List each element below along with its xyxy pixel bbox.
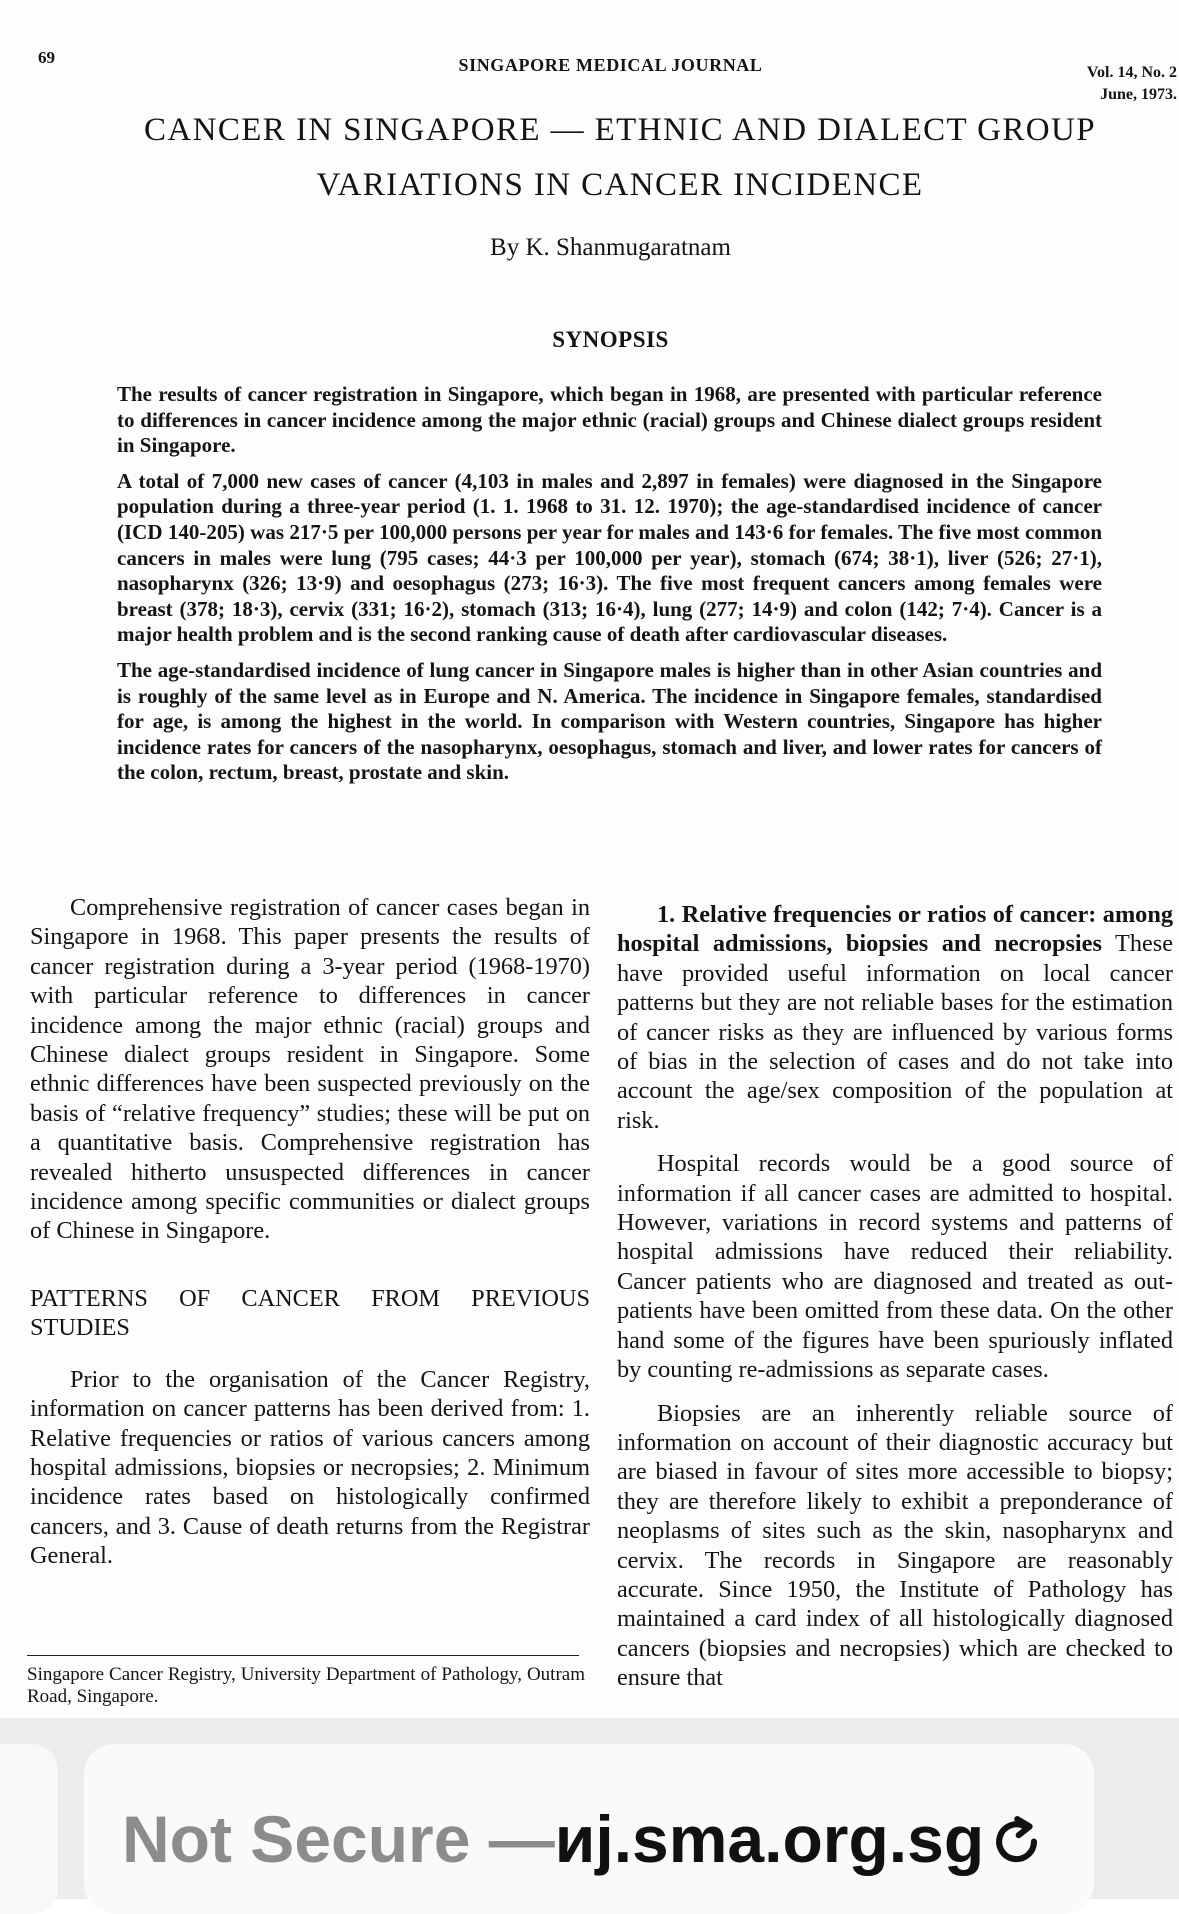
biopsies-paragraph: Biopsies are an inherently reliable source of information on account of their diagnostic accuracy but are biased in favour of sites more accessible to biopsy; they are therefore likely to exhibit a preponderance of neoplasms of sites such as the skin, nasopharynx and cervix. The records in Singapore are reasonably accurate. Since 1950, the Institute of Pathology has maintained a card index of all histologically diagnosed cancers (biopsies and necropsies) which are checked to ensure that: [617, 1399, 1173, 1692]
journal-name: SINGAPORE MEDICAL JOURNAL: [458, 55, 763, 75]
address-text[interactable]: [122, 1802, 985, 1876]
volume-label: Vol. 14, No. 2: [1086, 64, 1177, 81]
hospital-records-paragraph: Hospital records would be a good source of information if all cancer cases are admitted to hospital. However, variations in record systems and patterns of hospital admissions have reduced their reliability. Cancer patients who are diagnosed and treated as out-patients have been omitted from these data. On the other hand some of the figures have been spuriously inflated by counting re-admissions as separate cases.: [617, 1150, 1173, 1384]
synopsis-paragraph: The results of cancer registration in Singapore, which began in 1968, are presented with particular reference to differences in cancer incidence among the major ethnic (racial) groups and Chinese dialect groups resident in Singapore.: [117, 382, 1102, 458]
previous-tab-stub[interactable]: [0, 1744, 58, 1914]
title-line-2: VARIATIONS IN CANCER INCIDENCE: [316, 167, 924, 203]
issue-date: June, 1973.: [1100, 85, 1177, 103]
security-warning: Not Secure —: [122, 1802, 555, 1876]
synopsis-paragraph: The age-standardised incidence of lung cancer in Singapore males is higher than in other Asian countries and is roughly of the same level as in Europe and N. America. The incidence in Singapore females, standardised for age, is among the highest in the world. In comparison with Western countries, Singapore has higher incidence rates for cancers of the nasopharynx, oesophagus, stomach and liver, and lower rates for cancers of the colon, rectum, breast, prostate and skin.: [117, 657, 1102, 785]
reload-icon[interactable]: [989, 1814, 1047, 1872]
relative-frequency-text: These have provided useful information on local cancer patterns but they are not reliable bases for the estimation of cancer risks as they are influenced by various forms of bias in the selection of cases and do not take into account the age/sex composition of the population at risk.: [617, 930, 1173, 1134]
address-bar[interactable]: [84, 1744, 1094, 1914]
relative-frequency-heading: 1. Relative frequencies or ratios of cancer: among hospital admissions, biopsies and necropsies: [617, 901, 1173, 958]
synopsis-paragraph: A total of 7,000 new cases of cancer (4,103 in males and 2,897 in females) were diagnosed in the Singapore population during a three-year period (1. 1. 1968 to 31. 12. 1970); the age-standardised incidence of cancer (ICD 140-205) was 217·5 per 100,000 persons per year for males and 143·6 for females. The five most common cancers in males were lung (795 cases; 44·3 per 100,000 per year), stomach (674; 38·1), liver (526; 27·1), nasopharynx (326; 13·9) and oesophagus (273; 16·3). The five most frequent cancers among females were breast (378; 18·3), cervix (331; 16·2), stomach (313; 16·4), lung (277; 14·9) and colon (142; 7·4). Cancer is a major health problem and is the second ranking cause of death after cardiovascular diseases.: [117, 468, 1102, 647]
right-column: [617, 900, 1173, 1693]
page-number: 69: [38, 48, 55, 67]
footnote-divider: [27, 1655, 579, 1656]
issue-info: [1087, 62, 1177, 105]
relative-frequency-paragraph: [617, 900, 1173, 1135]
browser-bottom-bar: [0, 1718, 1179, 1899]
site-domain: ᴎj.sma.org.sg: [554, 1802, 985, 1876]
intro-paragraph: Comprehensive registration of cancer cases began in Singapore in 1968. This paper presents the results of cancer registration during a 3-year period (1968-1970) with particular reference to differences in cancer incidence among the major ethnic (racial) groups and Chinese dialect groups resident in Singapore. Some ethnic differences have been suspected previously on the basis of “relative frequency” studies; these will be put on a quantitative basis. Comprehensive registration has revealed hitherto unsuspected differences in cancer incidence among specific communities or dialect groups of Chinese in Singapore.: [30, 894, 590, 1245]
prior-studies-paragraph: Prior to the organisation of the Cancer Registry, information on cancer patterns has been derived from: 1. Relative frequencies or ratios of various cancers among hospital admissions, biopsies or necropsies; 2. Minimum incidence rates based on histologically confirmed cancers, and 3. Cause of death returns from the Registrar General.: [30, 1365, 590, 1570]
left-column: [30, 893, 590, 1571]
section-heading: PATTERNS OF CANCER FROM PREVIOUS STUDIES: [30, 1284, 590, 1342]
title-line-1: CANCER IN SINGAPORE — ETHNIC AND DIALECT GROUP: [143, 112, 1097, 148]
synopsis: [117, 382, 1102, 796]
affiliation-footnote: Singapore Cancer Registry, University Department of Pathology, Outram Road, Singapore.: [27, 1664, 585, 1707]
article-title: [100, 103, 1140, 213]
author-byline: By K. Shanmugaratnam: [490, 234, 731, 261]
synopsis-heading: SYNOPSIS: [552, 327, 669, 352]
